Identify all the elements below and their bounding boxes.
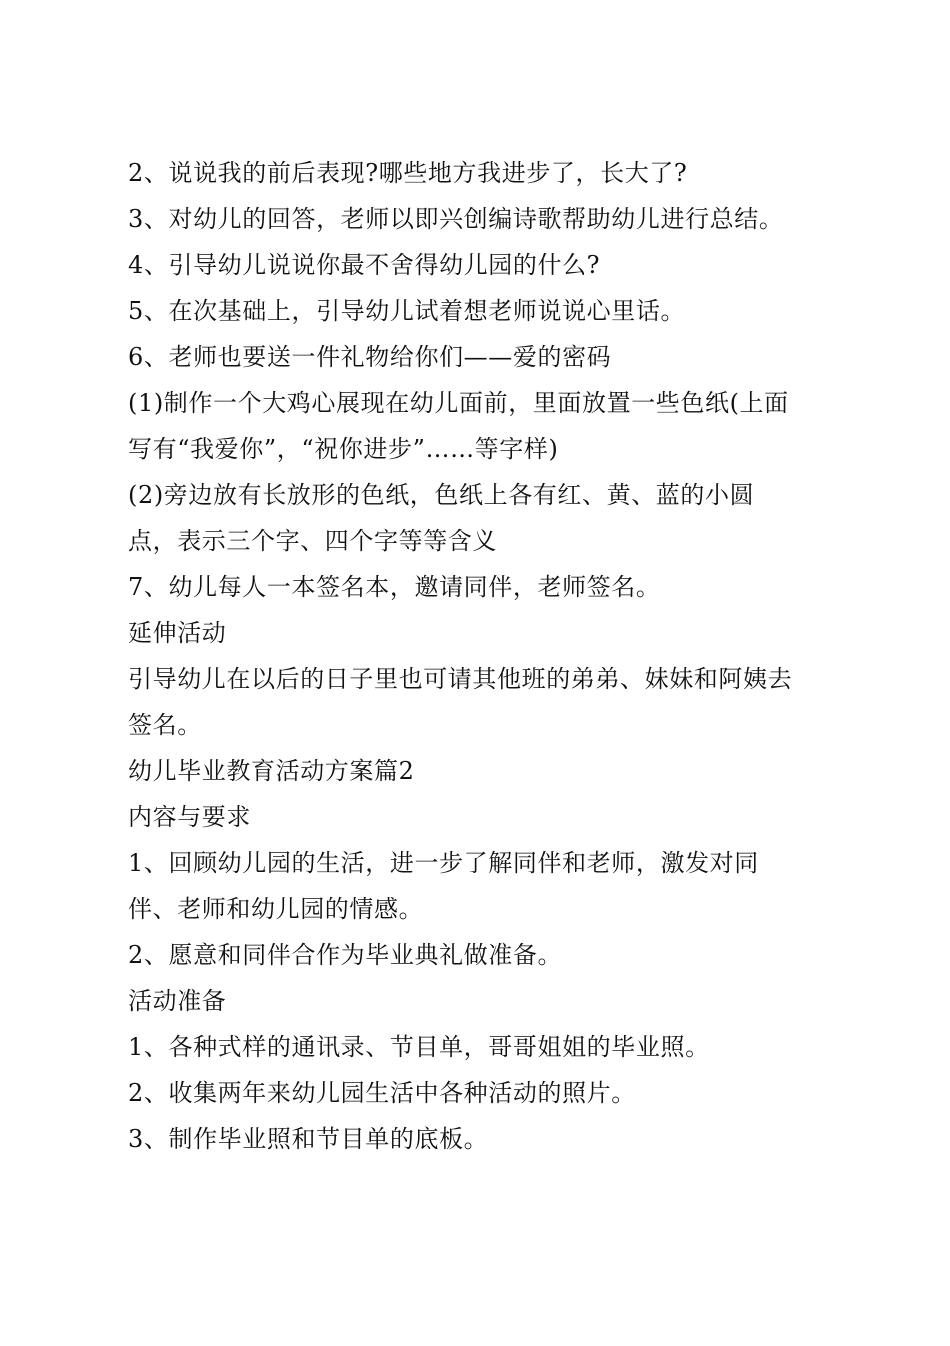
text-line: 7、幼儿每人一本签名本，邀请同伴，老师签名。 [128, 573, 661, 601]
text-line: 5、在次基础上，引导幼儿试着想老师说说心里话。 [128, 297, 686, 325]
text-line: 点，表示三个字、四个字等等含义 [128, 527, 497, 555]
text-line: 1、回顾幼儿园的生活，进一步了解同伴和老师，激发对同 [128, 849, 759, 877]
text-line: 2、说说我的前后表现?哪些地方我进步了，长大了? [128, 159, 688, 187]
text-line: 3、制作毕业照和节目单的底板。 [128, 1125, 489, 1153]
text-line: (2)旁边放有长放形的色纸，色纸上各有红、黄、蓝的小圆 [128, 481, 755, 509]
text-line: 写有“我爱你”，“祝你进步”……等字样) [128, 435, 559, 463]
document-body [128, 150, 828, 1162]
text-line: 2、收集两年来幼儿园生活中各种活动的照片。 [128, 1079, 636, 1107]
text-line: 1、各种式样的通讯录、节目单，哥哥姐姐的毕业照。 [128, 1033, 710, 1061]
text-line: (1)制作一个大鸡心展现在幼儿面前，里面放置一些色纸(上面 [128, 389, 789, 417]
section-heading: 内容与要求 [128, 803, 251, 831]
text-line: 3、对幼儿的回答，老师以即兴创编诗歌帮助幼儿进行总结。 [128, 205, 784, 233]
text-line: 2、愿意和同伴合作为毕业典礼做准备。 [128, 941, 563, 969]
section-heading: 活动准备 [128, 987, 227, 1015]
section-heading: 延伸活动 [128, 619, 227, 647]
text-line: 伴、老师和幼儿园的情感。 [128, 895, 424, 923]
section-title: 幼儿毕业教育活动方案篇2 [128, 757, 415, 785]
text-line: 6、老师也要送一件礼物给你们——爱的密码 [128, 343, 612, 371]
text-line: 引导幼儿在以后的日子里也可请其他班的弟弟、妹妹和阿姨去 [128, 665, 793, 693]
text-line: 4、引导幼儿说说你最不舍得幼儿园的什么? [128, 251, 601, 279]
text-line: 签名。 [128, 711, 202, 739]
